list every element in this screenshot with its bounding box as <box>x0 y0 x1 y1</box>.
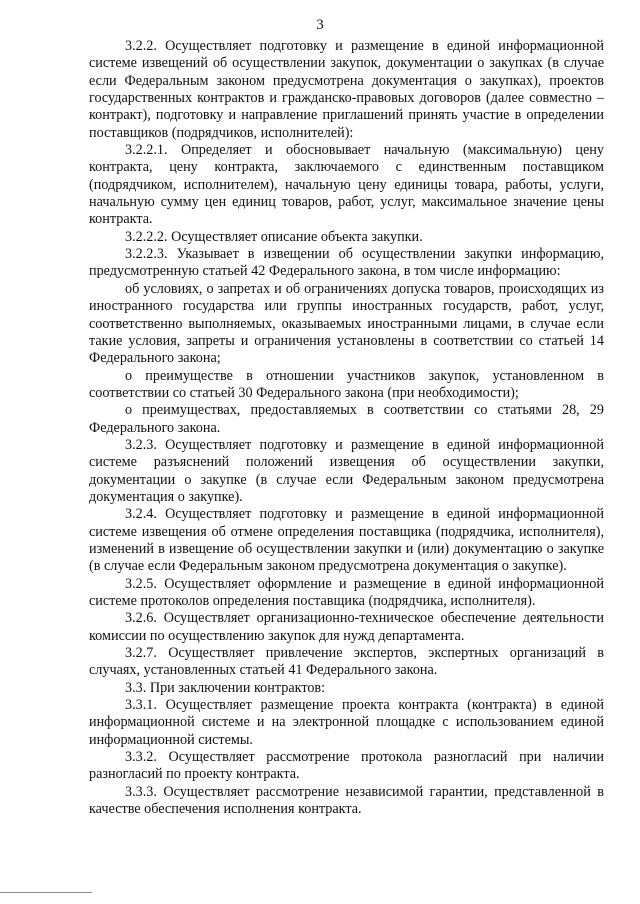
paragraph-3-3-1: 3.3.1. Осуществляет размещение проекта контракта (контракта) в единой информационной системе и на электронной площадке с использованием единой информационной системы. <box>89 697 604 748</box>
footer-rule <box>0 892 92 893</box>
paragraph-3-2-2: 3.2.2. Осуществляет подготовку и размещение в единой информационной системе извещений об осуществлении закупок, документации о закупках (в случае если Федеральным законом предусмотрена документация о закупках), проектов государственных контрактов и гражданско-правовых договоров (далее совместно – контракт), подготовку и направление приглашений принять участие в определении поставщиков (подрядчиков, исполнителей): <box>89 38 604 141</box>
paragraph-3-3-3: 3.3.3. Осуществляет рассмотрение независимой гарантии, представленной в качестве обеспечения исполнения контракта. <box>89 783 604 818</box>
paragraph-3-2-6: 3.2.6. Осуществляет организационно-техническое обеспечение деятельности комиссии по осуществлению закупок для нужд департамента. <box>89 610 604 644</box>
paragraph-3-2-4: 3.2.4. Осуществляет подготовку и размещение в единой информационной системе извещения об отмене определения поставщика (подрядчика, исполнителя), изменений в извещение об осуществлении закупки и (или) документацию о закупке (в случае если Федеральным законом предусмотрена документация о закупке). <box>89 506 604 575</box>
paragraph-3-2-2-1: 3.2.2.1. Определяет и обосновывает начальную (максимальную) цену контракта, цену контракта, заключаемого с единственным поставщиком (подрядчиком, исполнителем), начальную цену единицы товара, работы, услуги, начальную сумму цен единиц товаров, работ, услуг, максимальное значение цены контракта. <box>89 142 604 228</box>
document-body <box>89 38 604 818</box>
paragraph-3-2-7: 3.2.7. Осуществляет привлечение экспертов, экспертных организаций в случаях, установленных статьей 41 Федерального закона. <box>89 645 604 679</box>
paragraph-3-3-2: 3.3.2. Осуществляет рассмотрение протокола разногласий при наличии разногласий по проекту контракта. <box>89 749 604 783</box>
page-number: 3 <box>316 17 324 33</box>
paragraph-3-2-3: 3.2.3. Осуществляет подготовку и размещение в единой информационной системе разъяснений положений извещения об осуществлении закупки, документации о закупке (в случае если Федеральным законом предусмотрена документация о закупке). <box>89 436 604 505</box>
paragraph-advantage-participants: о преимуществе в отношении участников закупок, установленном в соответствии со статьей 30 Федерального закона (при необходимости); <box>89 367 604 401</box>
paragraph-conditions: об условиях, о запретах и об ограничениях допуска товаров, происходящих из иностранного государства или группы иностранных государств, работ, услуг, соответственно выполняемых, оказываемых иностранными лицами, в случае если такие условия, запреты и ограничения установлены в соответствии со статьей 14 Федерального закона; <box>89 280 604 367</box>
paragraph-3-2-5: 3.2.5. Осуществляет оформление и размещение в единой информационной системе протоколов определения поставщика (подрядчика, исполнителя). <box>89 575 604 609</box>
paragraph-3-3: 3.3. При заключении контрактов: <box>125 679 326 696</box>
paragraph-3-2-2-2: 3.2.2.2. Осуществляет описание объекта закупки. <box>125 228 423 245</box>
paragraph-3-2-2-3: 3.2.2.3. Указывает в извещении об осуществлении закупки информацию, предусмотренную статьей 42 Федерального закона, в том числе информацию: <box>89 246 604 280</box>
paragraph-advantages: о преимуществах, предоставляемых в соответствии со статьями 28, 29 Федерального закона. <box>89 402 604 436</box>
